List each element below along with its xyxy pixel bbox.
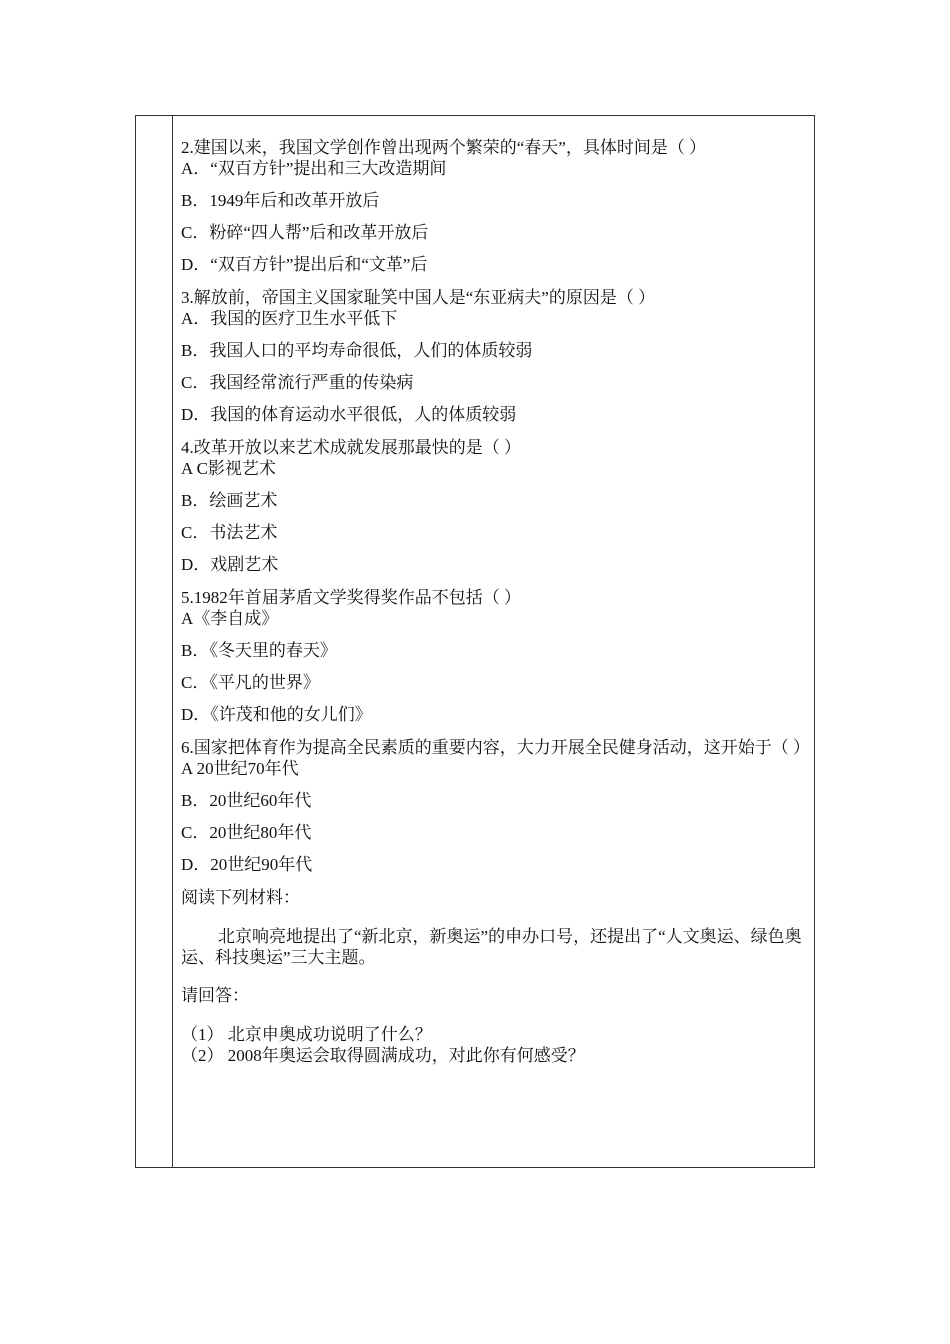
question-stem: 4.改革开放以来艺术成就发展那最快的是（ ） (181, 438, 521, 457)
option-c: C．20世纪80年代 (181, 823, 312, 842)
option-c: C．粉碎“四人帮”后和改革开放后 (181, 223, 429, 242)
option-a: A《李自成》 (181, 609, 279, 628)
question-3 (181, 287, 809, 425)
table-column-divider (172, 115, 173, 1168)
sub-question-1: （1） 北京申奥成功说明了什么？ (181, 1025, 432, 1044)
question-stem: 3.解放前，帝国主义国家耻笑中国人是“东亚病夫”的原因是（ ） (181, 288, 656, 307)
reading-passage: 北京响亮地提出了“新北京，新奥运”的申办口号，还提出了“人文奥运、绿色奥运、科技奥运”三大主题。 (181, 927, 802, 967)
reading-heading: 阅读下列材料： (181, 888, 300, 907)
option-b: B．绘画艺术 (181, 491, 278, 510)
question-stem: 6.国家把体育作为提高全民素质的重要内容，大力开展全民健身活动，这开始于（ ） (181, 738, 810, 757)
question-6 (181, 737, 809, 875)
option-c: C．书法艺术 (181, 523, 278, 542)
reading-prompt: 请回答： (181, 986, 249, 1005)
question-stem: 2.建国以来，我国文学创作曾出现两个繁荣的“春天”，具体时间是（ ） (181, 138, 707, 157)
option-d: D．我国的体育运动水平很低，人的体质较弱 (181, 405, 517, 424)
option-a: A．我国的医疗卫生水平低下 (181, 309, 398, 328)
option-b: B．《冬天里的春天》 (181, 641, 337, 660)
sub-questions (181, 1024, 809, 1066)
option-d: D．戏剧艺术 (181, 555, 279, 574)
option-d: D．“双百方针”提出后和“文革”后 (181, 255, 428, 274)
option-c: C．《平凡的世界》 (181, 673, 320, 692)
question-2 (181, 137, 809, 275)
option-a: A C影视艺术 (181, 459, 276, 478)
option-c: C．我国经常流行严重的传染病 (181, 373, 414, 392)
option-a: A 20世纪70年代 (181, 759, 299, 778)
option-d: D．20世纪90年代 (181, 855, 313, 874)
question-stem: 5.1982年首届茅盾文学奖得奖作品不包括（ ） (181, 588, 521, 607)
option-b: B．我国人口的平均寿命很低，人们的体质较弱 (181, 341, 533, 360)
option-b: B．20世纪60年代 (181, 791, 312, 810)
option-b: B．1949年后和改革开放后 (181, 191, 380, 210)
sub-question-2: （2） 2008年奥运会取得圆满成功，对此你有何感受？ (181, 1046, 585, 1065)
option-a: A．“双百方针”提出和三大改造期间 (181, 159, 447, 178)
question-4 (181, 437, 809, 575)
question-5 (181, 587, 809, 725)
question-content (181, 137, 809, 1066)
option-d: D．《许茂和他的女儿们》 (181, 705, 372, 724)
